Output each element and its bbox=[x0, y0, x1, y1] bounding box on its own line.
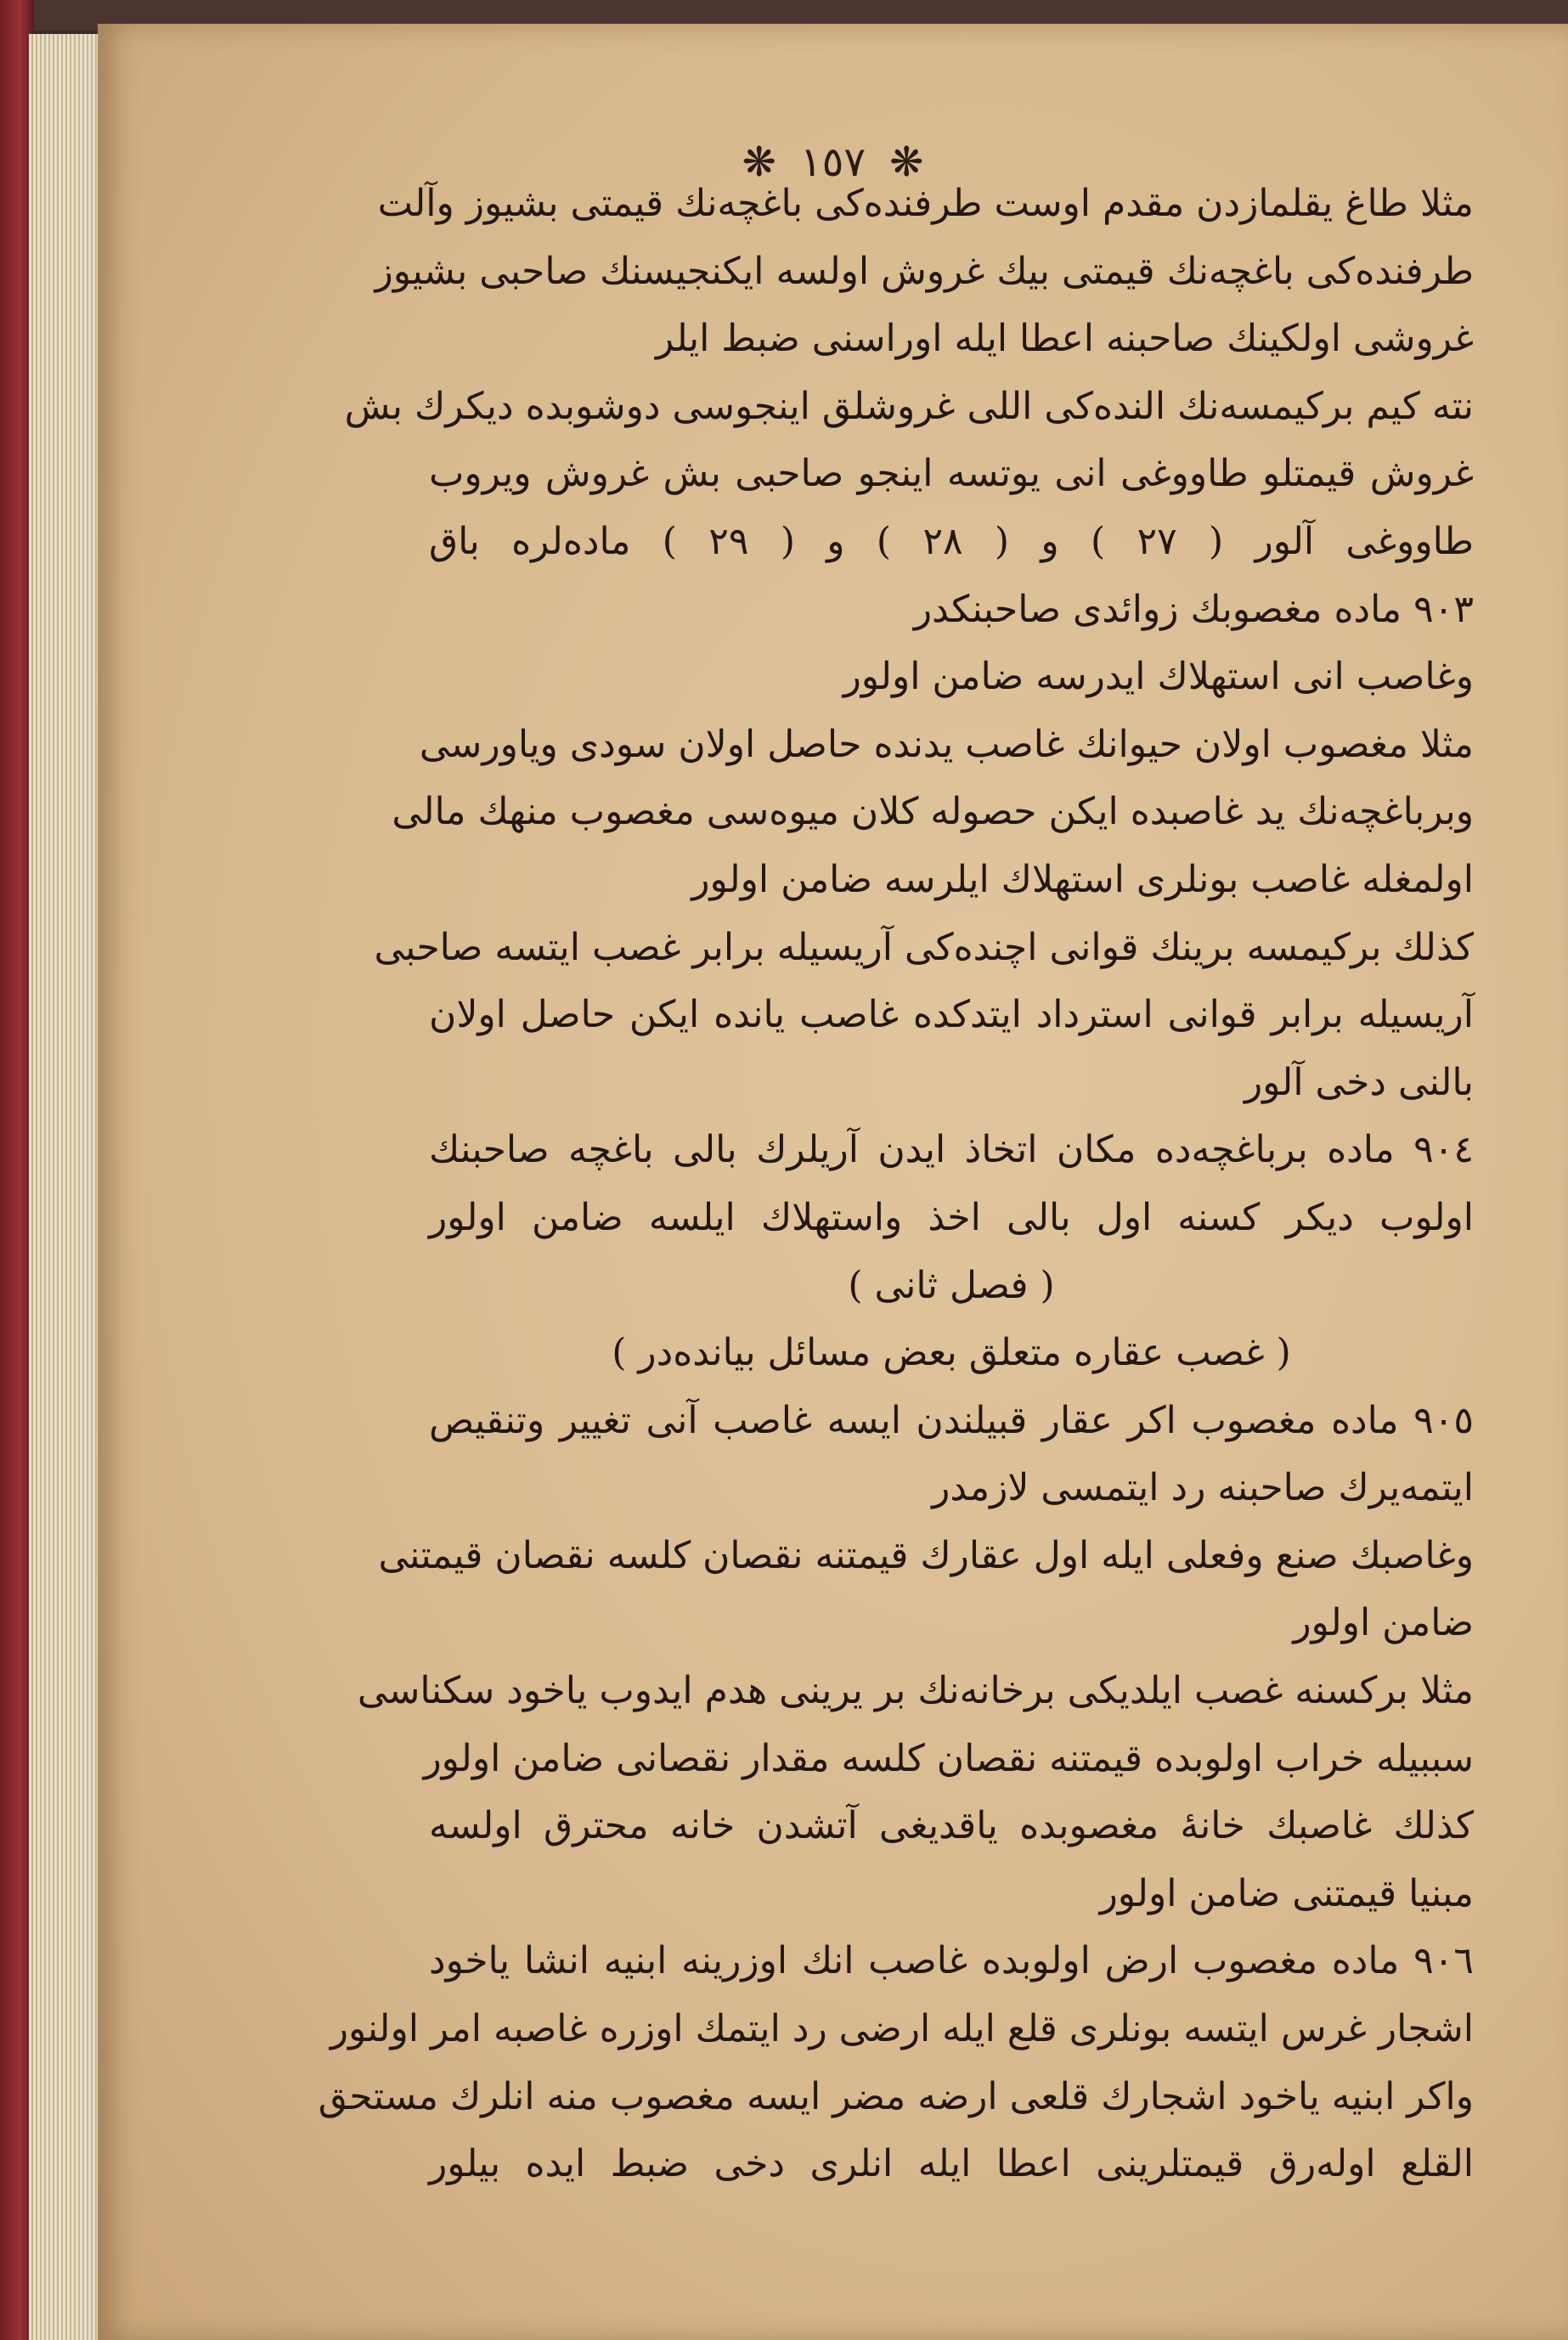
text-line: سببيله خراب اولوبده قيمتنه نقصان كلسه مقدار نقصانی ضامن اولور bbox=[423, 1736, 1474, 1780]
ornament-right-icon: ❋ bbox=[889, 138, 924, 186]
section-title: ( فصل ثانی ) bbox=[848, 1263, 1055, 1307]
text-line: وغاصب انی استهلاك ايدرسه ضامن اولور bbox=[843, 655, 1474, 699]
article-heading: ٩٠٣ ماده مغصوبك زوائدی صاحبنكدر bbox=[913, 587, 1474, 631]
text-line: بالنی دخی آلور bbox=[1244, 1060, 1474, 1104]
text-line: كذلك بركيمسه برينك قوانی اچنده‌کی آريسيله برابر غصب ايتسه صاحبی bbox=[374, 925, 1474, 969]
text-line: آريسيله برابر قوانی استرداد ايتدكده غاصب يانده ايكن حاصل اولان bbox=[429, 993, 1474, 1037]
text-line: اولمغله غاصب بونلری استهلاك ايلرسه ضامن اولور bbox=[691, 857, 1474, 901]
text-line: طرفنده‌کی باغچه‌نك قيمتی بيك غروش اولسه ايكنجيسنك صاحبی بشيوز bbox=[375, 249, 1474, 293]
text-line: واكر ابنيه ياخود اشجارك قلعی ارضه مضر ايسه مغصوب منه انلرك مستحق bbox=[318, 2074, 1474, 2118]
text-line: ضامن اولور bbox=[1293, 1601, 1474, 1645]
text-line: وغاصبك صنع وفعلی ايله اول عقارك قيمتنه نقصان كلسه نقصان قيمتنی bbox=[378, 1533, 1474, 1577]
text-line: نته كيم بركيمسه‌نك النده‌کی اللی غروشلق اينجوسی دوشوبده ديكرك بش bbox=[344, 384, 1474, 428]
text-line: كذلك غاصبك خانهٔ مغصوبده ياقديغی آتشدن خانه محترق اولسه bbox=[429, 1804, 1474, 1848]
text-line: مثلا طاغ يقلمازدن مقدم اوست طرفنده‌کی باغچه‌نك قيمتی بشيوز وآلت bbox=[377, 182, 1474, 225]
text-line: غروش قيمتلو طاووغی انی يوتسه اينجو صاحبی بش غروش ويروب bbox=[429, 452, 1474, 496]
text-line: مثلا مغصوب اولان حيوانك غاصب يدنده حاصل اولان سودی وياورسی bbox=[419, 722, 1474, 766]
article-heading: ٩٠٦ ماده مغصوب ارض اولوبده غاصب انك اوزرينه ابنيه انشا ياخود bbox=[429, 1939, 1474, 1983]
article-heading: ٩٠٥ ماده مغصوب اكر عقار قبيلندن ايسه غاصب آنی تغيير وتنقيص bbox=[429, 1398, 1474, 1442]
text-line: مبنيا قيمتنی ضامن اولور bbox=[1099, 1871, 1474, 1915]
section-subtitle: ( غصب عقاره متعلق بعض مسائل بيانده‌در ) bbox=[612, 1331, 1291, 1375]
text-line: وبرباغچه‌نك يد غاصبده ايكن حصوله كلان ميوه‌سی مغصوب منهك مالی bbox=[392, 790, 1474, 834]
page-number: ١٥٧ bbox=[799, 138, 866, 186]
body-text bbox=[318, 170, 1475, 2198]
text-line: القلع اوله‌رق قيمتلرينی اعطا ايله انلری دخی ضبط ايده بيلور bbox=[429, 2142, 1474, 2186]
article-heading: ٩٠٤ ماده برباغچه‌ده مكان اتخاذ ايدن آريلرك بالی باغچه صاحبنك bbox=[429, 1128, 1474, 1172]
text-line: ايتمه‌يرك صاحبنه رد ايتمسی لازمدر bbox=[932, 1466, 1474, 1510]
text-line: مثلا بركسنه غصب ايلديكی برخانه‌نك بر يرينی هدم ايدوب ياخود سكناسی bbox=[357, 1669, 1474, 1713]
text-line: غروشی اولكينك صاحبنه اعطا ايله اوراسنی ضبط ايلر bbox=[656, 317, 1474, 361]
text-line: طاووغی آلور ( ٢٧ ) و ( ٢٨ ) و ( ٢٩ ) ماده‌لره باق bbox=[429, 519, 1475, 563]
ornament-left-icon: ❋ bbox=[742, 138, 776, 186]
text-line: اشجار غرس ايتسه بونلری قلع ايله ارضی رد ايتمك اوزره غاصبه امر اولنور bbox=[330, 2007, 1474, 2051]
text-line: اولوب ديكر كسنه اول بالی اخذ واستهلاك ايلسه ضامن اولور bbox=[429, 1195, 1474, 1239]
